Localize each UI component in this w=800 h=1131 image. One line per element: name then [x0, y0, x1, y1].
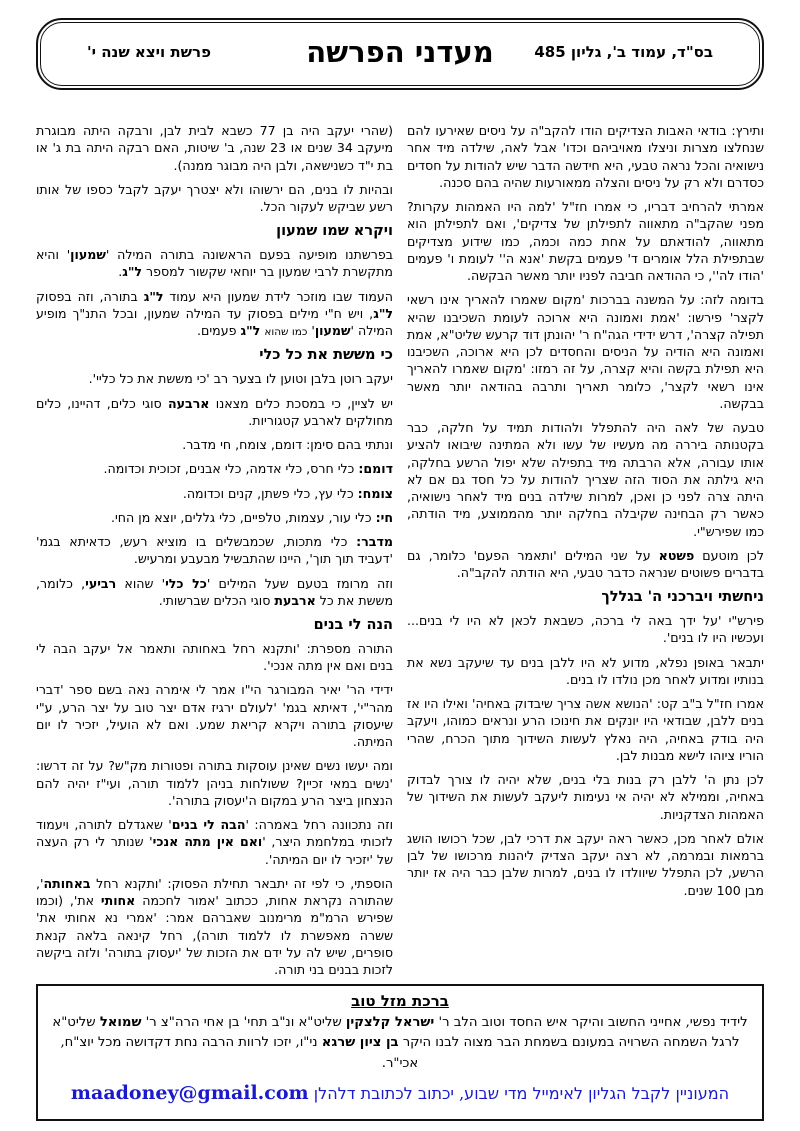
- paragraph: [407, 419, 764, 540]
- paragraph: [36, 509, 393, 526]
- text-run: כלי עץ, כלי פשתן, קנים וכדומה.: [182, 485, 358, 501]
- paragraph: [36, 533, 393, 568]
- bold-run: ל"ג: [122, 264, 143, 280]
- text-run: העמוד שבו מוזכר לידת שמעון היא עמוד: [163, 288, 393, 304]
- text-run: טבעה של לאה היה להתפלל ולהודות תמיד על חלקה, כבר בקטנותה ביררה מה מעשיו של עשו ולא המתינה שיבואו להציע אותו עבורה, אלא הרבתה מיד בתפילה שלא יפול הרשע בחלקה, היא גילתה את הסוד הזה שצריך להודות על כל חסד גם אם לא היתה צרה לפני כן ואכן, למרות שילדה בנים מיד לאחר נישואיה, כאשר רק הבחינה שקיבלה בחלקה יותר מהממוצע, מיד הודתה, כמו שפירש"י.: [407, 420, 764, 539]
- bold-run: ל"ג: [240, 323, 261, 339]
- dedication-line-2: [50, 1033, 750, 1074]
- text-run: כלי מתכות, שכמבשלים בו מוציא רעש, כדאיתא בגמ' 'דעביד תוך תוך', היינו שהתבשיל מבעבע ומרעיש.: [36, 534, 393, 567]
- text-run: ניחשתי ויברכני ה' בגללך: [601, 589, 764, 606]
- email-address[interactable]: maadoney@gmail.com: [70, 1082, 309, 1105]
- text-run: בתורה, וזה בפסוק: [36, 288, 144, 304]
- bold-run: הבה לי בנים: [171, 817, 246, 833]
- text-run: כמו שהוא: [264, 326, 308, 339]
- bold-run: ל"ג: [373, 305, 393, 321]
- text-run: את', (וכמו שפירש הרמ"מ מרימנוב שאברהם אמר: 'אמרי נא אחותי את' ששרה מאפשרת לו ללמוד תורה), רחל קינאה בלאה קנאת סופרים, שיש לה על ידם את הזכות של 'יעסוק בתורה' ולזה ביקשה לזכות בבנים בני תורה.: [36, 893, 393, 978]
- mazal-tov-title: ברכת מזל טוב: [351, 992, 449, 1010]
- text-run: לכן מוטעם: [694, 547, 764, 563]
- text-run: ותירץ: בודאי האבות הצדיקים הודו להקב"ה על ניסים שאירעו להם שנחלצו מצרות וניצלו מאויביהם וכדו' אבל לאה, שילדה מיד אחר נישואיה והכל נראה טבעי, היא חידשה הדבר שיש להודות על חסדים כסדרם ולא רק על ניסים והצלה ממאורעות שהיה בהם סכנה.: [407, 123, 764, 190]
- section-heading: [36, 222, 393, 242]
- text-run: ' והיא מתקשרת לרבי שמעון בר יוחאי שקשור למספר: [36, 247, 393, 280]
- paragraph: [36, 757, 393, 809]
- paragraph: [407, 198, 764, 284]
- text-run: , ויש ח"י מילים בפסוק עד המילה שמעון, ובכל התנ"ך מופיע המילה ': [36, 305, 393, 339]
- bold-run: ואם אין מתה אנכי: [152, 834, 263, 850]
- paragraph: [407, 612, 764, 647]
- bold-run: מדבר:: [356, 534, 393, 550]
- text-run: וזה נתכוונה רחל באמרה: ': [245, 817, 393, 833]
- paragraph: [407, 291, 764, 412]
- text-run: לרגל השמחה השרויה במעונם בשמחת הבר מצוה לבנו היקר: [398, 1035, 740, 1051]
- text-run: לכן נתן ה' ללבן רק בנות בלי בנים, שלא יהיה לו צורך לבדוק באחיה, וממילא לא יהיה אי נעימות ליעקב לעשות את השידוך של האמהות הצדקניות.: [407, 772, 764, 822]
- text-run: ' שהוא: [116, 575, 166, 591]
- text-run: לידיד נפשי, אחייני החשוב והיקר איש החסד וטוב הלב ר': [434, 1015, 748, 1030]
- subscription-line: [50, 1079, 750, 1108]
- paragraph: [36, 485, 393, 502]
- text-run: אמרו חז"ל ב"ב קט: 'הנושא אשה צריך שיבדוק באחיה' ואילו היו אז בנים ללבן, שבודאי היו יונקים את חינוכו הרע ונראים כמוהו, ויעקב היה בודק באחיה, היה נאלץ לעשות השידוך מתוך הכרח, שהרי הוריו ציוהו לישא מבנות לבן.: [407, 696, 764, 763]
- text-run: ני"ו, יזכו לרוות הרבה נחת דקדושה מכל יוצ"ח, אכי"ר.: [60, 1035, 419, 1071]
- text-run: יתבאר באופן נפלא, מדוע לא היו ללבן בנים עד שיעקב נשא את בנותיו ומדוע לאחר מכן נולדו לו בנים.: [407, 654, 764, 687]
- text-run: התורה מספרת: 'ותקנא רחל באחותה ותאמר אל יעקב הבה לי בנים ואם אין מתה אנכי'.: [36, 640, 393, 674]
- bold-run: ישראל קלצקין: [345, 1015, 435, 1030]
- paragraph: [407, 695, 764, 764]
- paragraph: [36, 681, 393, 750]
- paragraph: [407, 830, 764, 899]
- column-left: [36, 122, 393, 978]
- text-run: אמרתי להרחיב דבריו, כי אמרו חז"ל 'למה היו האמהות עקרות? מפני שהקב"ה מתאווה לתפילתן של צדיקים', ואם לתפילתן הוא מתאווה, להודאתם על אחת כמה וכמה, כמו שידוע מצדיקים שבתפילת הלל אומרים ד' פעמים בקשת 'אנא ה'' לעומת ו' פעמים 'הודו לה'', כי ההודאה חביבה לפניו יותר מאשר הבקשה.: [407, 199, 764, 283]
- paragraph: [36, 875, 393, 978]
- text-run: שליט"א: [52, 1015, 100, 1030]
- edition-info: בס"ד, עמוד ב', גליון 485: [534, 43, 713, 61]
- text-run: על שני המילים 'ותאמר הפעם' כלומר, גם בדברים פשוטים שנראה כדבר טבעי, היא הודתה להקב"ה.: [407, 547, 764, 580]
- bold-run: שמעון: [70, 247, 106, 263]
- bold-run: חי:: [375, 509, 393, 525]
- bold-run: באחותה: [43, 875, 91, 891]
- paragraph: [36, 816, 393, 868]
- bold-run: פשטא: [658, 547, 695, 563]
- text-run: בדומה לזה: על המשנה בברכות 'מקום שאמרו להאריך אינו רשאי לקצר' פירשו: 'אמת ואמונה היא ארוכה לעומת השכיבנו שהיא תפילה קצרה', דרש ידידי הגה"ח ר' יהונתן דוד קרעש שליט"א, אמת ואמונה היא הודיה על הניסים והחסדים לכן היא ארוכה, השכיבנו היא תפילת בקשה והיא קצרה, על זה רמזו: 'מקום שאמרו להאריך אינו רשאי לקצר', כלומר תאריך ותרבה בהודאה יותר מאשר בבקשה.: [407, 292, 764, 411]
- text-run: פעמים.: [197, 323, 241, 339]
- paragraph: [36, 640, 393, 675]
- text-run: בפרשתנו מופיעה בפעם הראשונה בתורה המילה ': [105, 247, 393, 263]
- text-run: , כלומר, מששת את כל: [36, 575, 393, 608]
- mazal-tov-box: [36, 984, 764, 1121]
- text-run: סוגי הכלים שברשותי.: [158, 592, 275, 608]
- bold-run: בן ציון שרגא: [321, 1035, 399, 1051]
- paragraph: [36, 288, 393, 340]
- text-run: יש לציין, כי במסכת כלים מצאנו: [209, 395, 393, 411]
- paragraph: [36, 575, 393, 610]
- paragraph: [36, 246, 393, 281]
- newsletter-title: מעדני הפרשה: [306, 35, 494, 69]
- bold-run: ארבעה: [167, 395, 210, 411]
- article-columns: [36, 122, 764, 978]
- masthead: [36, 18, 764, 90]
- text-run: ': [307, 323, 315, 339]
- paragraph: [36, 181, 393, 216]
- text-run: אולם לאחר מכן, כאשר ראה יעקב את דרכי לבן, שכל רכושו הושג ברמאות ובמרמה, לא רצה יעקב הצדיק ליהנות מרכושו של לבן הרשע, לכן התפלל שיוולדו לו בנים, למרות שלבן כבר היה אז יותר מבן 100 שנים.: [407, 830, 764, 898]
- text-run: ונתתי בהם סימן: דומם, צומח, חי מדבר.: [182, 437, 393, 453]
- text-run: הנה לי בנים: [313, 617, 393, 634]
- text-run: פירש"י 'על ידך באה לי ברכה, כשבאת לכאן לא היו לי בנים... ועכשיו היו לו בנים'.: [407, 613, 764, 646]
- bold-run: שמעון: [314, 323, 351, 339]
- section-heading: [36, 616, 393, 636]
- text-run: כלי עור, עצמות, טלפיים, כלי גללים, יוצא מן החי.: [110, 509, 376, 525]
- text-run: יעקב רוטן בלבן וטוען לו בצער רב 'כי מששת את כל כליי'.: [88, 371, 393, 387]
- paragraph: [36, 395, 393, 430]
- text-run: .: [118, 264, 123, 280]
- text-run: ידידי הר' יאיר המבורגר הי"ו אמר לי אימרה נאה בשם ספר 'דברי מהר"י', דאיתא בגמ' 'לעולם ירגיז אדם יצר טוב על יצר הרע, ע"י שיעסוק בתורה ויקרא קריאת שמע. ואם לא הועיל, יזכיר לו יום המיתה.: [36, 682, 393, 750]
- text-run: כלי חרס, כלי אדמה, כלי אבנים, זכוכית וכדומה.: [103, 461, 359, 477]
- text-run: הוספתי, כי לפי זה יתבאר תחילת הפסוק: 'ותקנא רחל: [90, 875, 393, 891]
- text-run: ובהיות לו בנים, הם ירשוהו ולא יצטרך יעקב לקבל כספו של אותו רשע שביקש לעקור הכל.: [36, 181, 393, 214]
- bold-run: צומח:: [357, 485, 393, 501]
- text-run: ויקרא שמו שמעון: [276, 223, 393, 240]
- paragraph: [36, 460, 393, 477]
- paragraph: [36, 436, 393, 453]
- parasha-info: פרשת ויצא שנה י': [87, 43, 211, 61]
- bold-run: כל כלי: [165, 575, 207, 591]
- paragraph: [407, 547, 764, 582]
- text-run: סוגי כלים, דהיינו, כלים מחולקים לארבע קטגוריות.: [36, 395, 393, 428]
- text-run: ' שנותר לי רק העצה של 'יזכיר לו יום המיתה'.: [36, 834, 393, 867]
- paragraph: [36, 122, 393, 174]
- section-heading: [407, 588, 764, 608]
- section-heading: [36, 346, 393, 366]
- bold-run: אחותי: [100, 893, 136, 909]
- text-run: כי מששת את כל כלי: [259, 347, 393, 364]
- bold-run: ל"ג: [143, 288, 164, 304]
- text-run: ומה יעשו נשים שאינן עוסקות בתורה ופטורות מק"ש? על זה דרשו: 'נשים במאי זכיין? ששולחות בניהן ללמוד תורה, ועי"ז יהיה להם הנצחון ביצר הרע במקום ה'יעסוק בתורה'.: [36, 758, 393, 808]
- bold-run: ארבעת: [274, 592, 316, 608]
- bold-run: שמואל: [99, 1015, 142, 1030]
- footer-lines: [50, 1013, 750, 1109]
- text-run: שליט"א ונ"ב תחי' בן אחי הרה"צ ר': [141, 1015, 346, 1030]
- text-run: ' שאגדלם לתורה, ויעמוד לזכותי במלחמת היצר, ': [36, 817, 393, 850]
- paragraph: [407, 771, 764, 823]
- text-run: (שהרי יעקב היה בן 77 כשבא לבית לבן, ורבקה היתה מבוגרת מיעקב 34 שנים או 23 שנה, ב' שיטות, האם רבקה היתה בת ג' או בת י"ד כשנישאה, ולבן היה מבוגר ממנה).: [36, 123, 393, 173]
- column-right: [407, 122, 764, 978]
- paragraph: [36, 370, 393, 387]
- paragraph: [407, 654, 764, 689]
- dedication-line-1: [50, 1013, 750, 1033]
- masthead-inner: [40, 22, 760, 86]
- text-run: המעוניין לקבל הגליון לאימייל מדי שבוע, יכתוב לכתובת דלהלן: [308, 1084, 730, 1104]
- bold-run: רביעי: [85, 575, 117, 591]
- text-run: ', שהתורה נקראת אחות, ככתוב 'אמור לחכמה: [36, 875, 393, 909]
- paragraph: [407, 122, 764, 191]
- text-run: וזה מרומז בטעם שעל המילים ': [206, 575, 393, 591]
- bold-run: דומם:: [358, 461, 393, 477]
